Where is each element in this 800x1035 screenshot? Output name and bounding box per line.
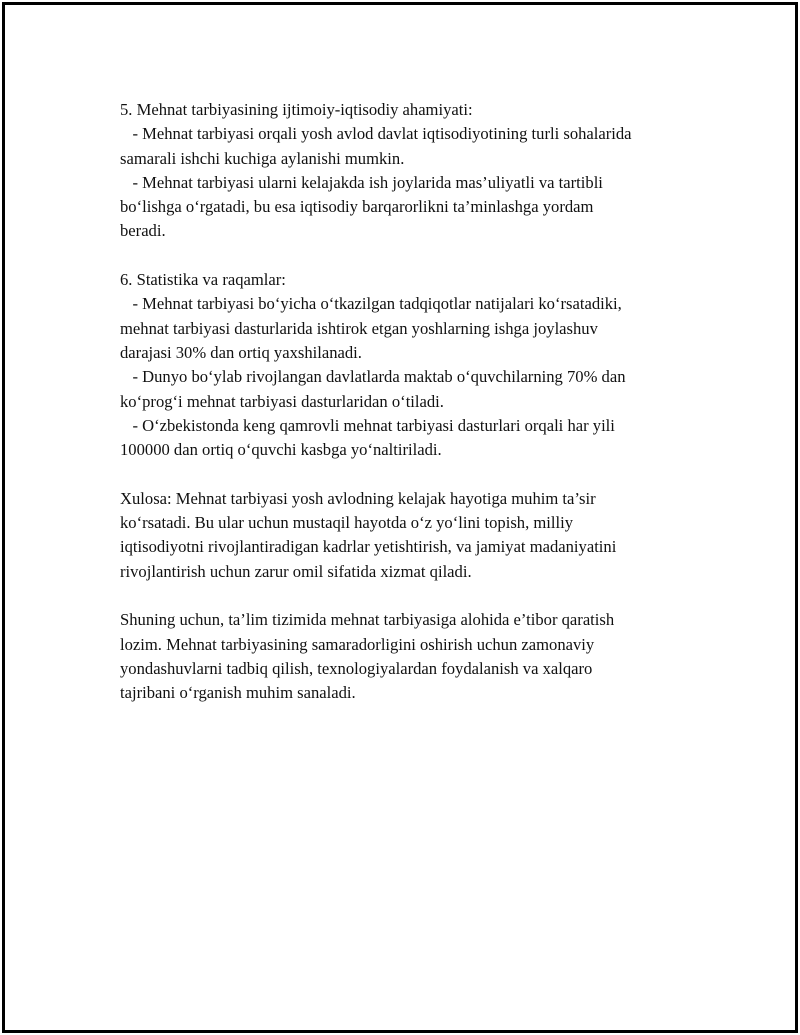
document-page [2, 2, 798, 1033]
text-line: iqtisodiyotni rivojlantiradigan kadrlar yetishtirish, va jamiyat madaniyatini [120, 537, 617, 557]
text-line: beradi. [120, 221, 166, 241]
text-line: mehnat tarbiyasi dasturlarida ishtirok etgan yoshlarning ishga joylashuv [120, 318, 598, 338]
text-line: lozim. Mehnat tarbiyasining samaradorligini oshirish uchun zamonaviy [120, 634, 595, 654]
text-line: bo‘lishga o‘rgatadi, bu esa iqtisodiy barqarorlikni ta’minlashga yordam [120, 197, 594, 217]
text-line: - O‘zbekistonda keng qamrovli mehnat tarbiyasi dasturlari orqali har yili [120, 415, 615, 435]
text-line: yondashuvlarni tadbiq qilish, texnologiyalardan foydalanish va xalqaro [120, 658, 593, 678]
document-body [120, 98, 720, 705]
text-line: - Dunyo bo‘ylab rivojlangan davlatlarda maktab o‘quvchilarning 70% dan [120, 367, 626, 387]
text-line: Shuning uchun, ta’lim tizimida mehnat tarbiyasiga alohida e’tibor qaratish [120, 610, 615, 630]
section-socio-economic [120, 98, 720, 244]
section-conclusion [120, 487, 720, 584]
text-line: samarali ishchi kuchiga aylanishi mumkin. [120, 148, 405, 168]
text-line: - Mehnat tarbiyasi bo‘yicha o‘tkazilgan tadqiqotlar natijalari ko‘rsatadiki, [120, 294, 622, 314]
paragraph-gap [120, 244, 720, 268]
text-line: ko‘prog‘i mehnat tarbiyasi dasturlaridan o‘tiladi. [120, 391, 444, 411]
paragraph-gap [120, 584, 720, 608]
section-heading: 5. Mehnat tarbiyasining ijtimoiy-iqtisodiy ahamiyati: [120, 100, 473, 119]
text-line: - Mehnat tarbiyasi orqali yosh avlod davlat iqtisodiyotining turli sohalarida [120, 124, 632, 144]
text-line: - Mehnat tarbiyasi ularni kelajakda ish joylarida mas’uliyatli va tartibli [120, 172, 603, 192]
text-line: darajasi 30% dan ortiq yaxshilanadi. [120, 342, 362, 362]
text-line: tajribani o‘rganish muhim sanaladi. [120, 683, 356, 703]
text-line: Xulosa: Mehnat tarbiyasi yosh avlodning kelajak hayotiga muhim ta’sir [120, 488, 596, 508]
section-final-paragraph [120, 608, 720, 705]
section-statistics [120, 268, 720, 462]
text-line: rivojlantirish uchun zarur omil sifatida xizmat qiladi. [120, 561, 472, 581]
section-heading: 6. Statistika va raqamlar: [120, 270, 286, 290]
paragraph-gap [120, 462, 720, 486]
text-line: 100000 dan ortiq o‘quvchi kasbga yo‘naltiriladi. [120, 440, 442, 460]
text-line: ko‘rsatadi. Bu ular uchun mustaqil hayotda o‘z yo‘lini topish, milliy [120, 513, 574, 533]
